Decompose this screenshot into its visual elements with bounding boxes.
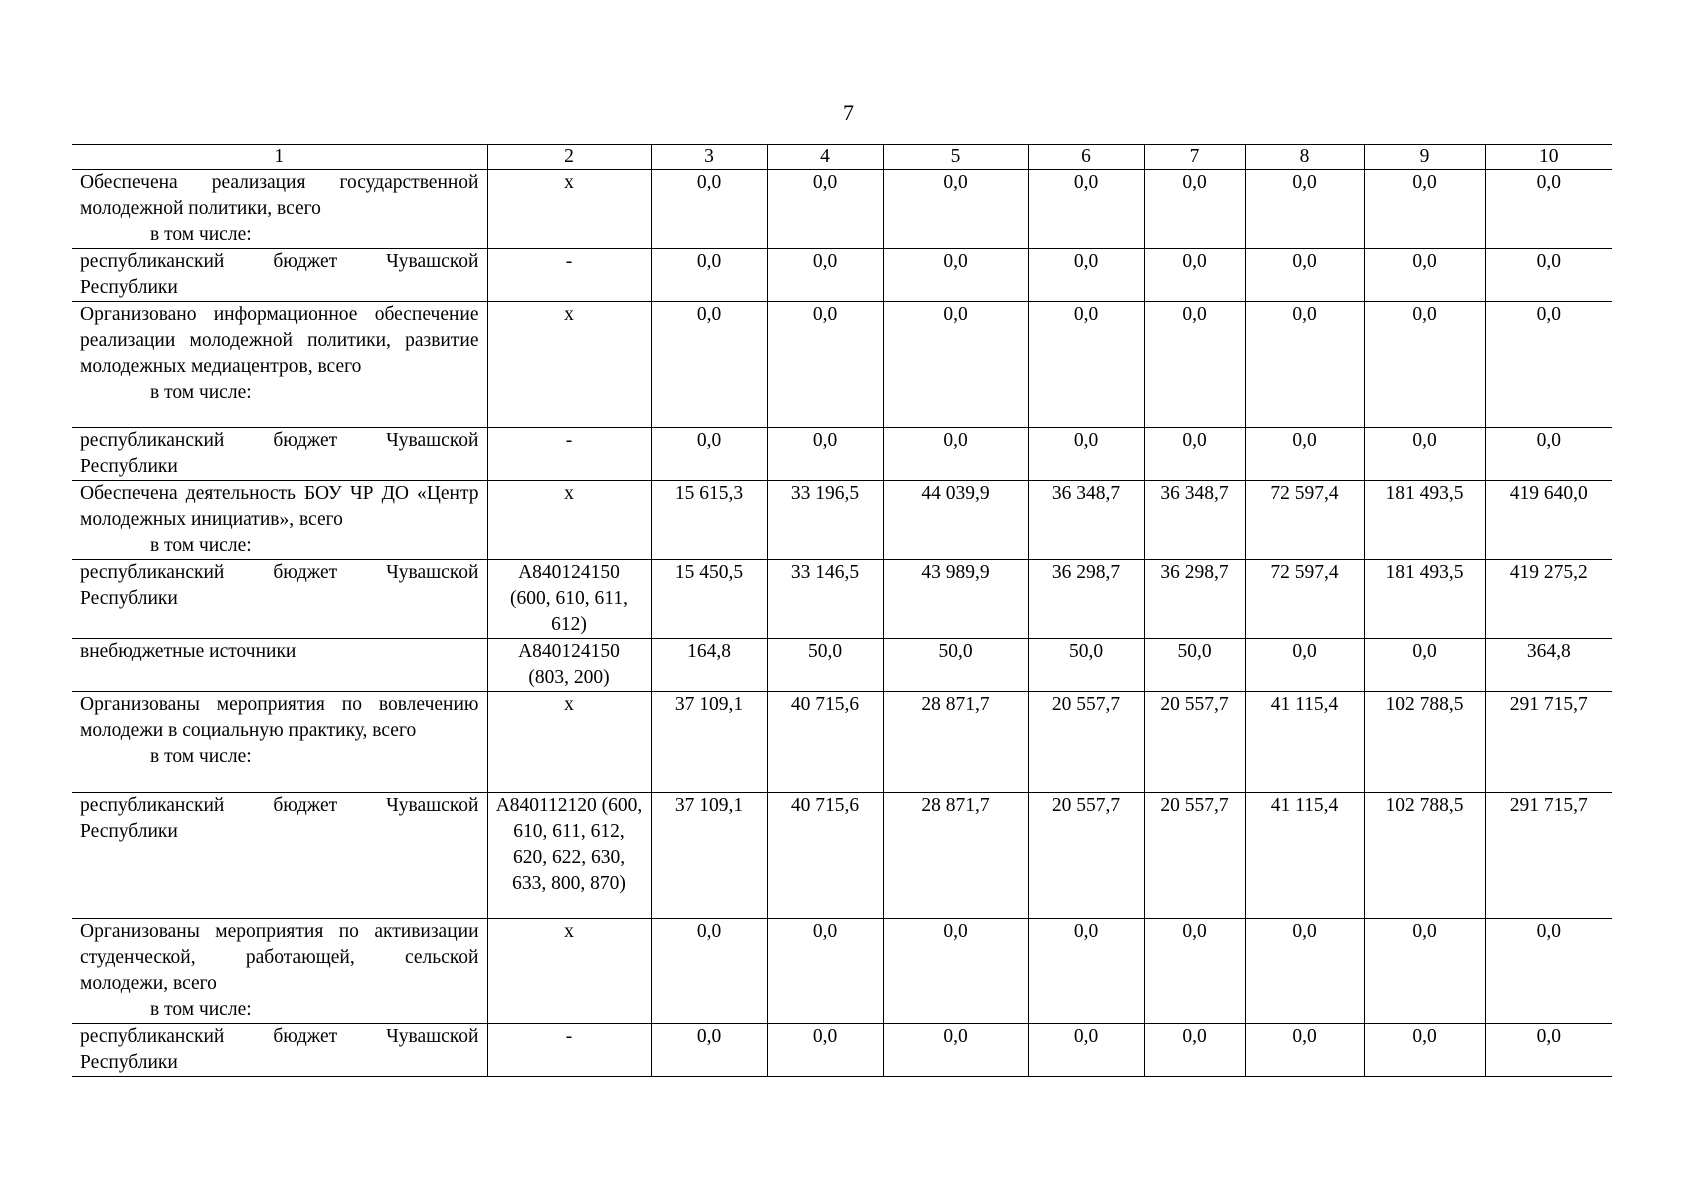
value-cell: 0,0	[1144, 249, 1245, 302]
value-cell: 0,0	[1364, 639, 1485, 692]
value-cell: 0,0	[1245, 302, 1364, 428]
value-cell: 0,0	[767, 249, 883, 302]
value-cell: 291 715,7	[1485, 793, 1612, 919]
table-row	[72, 1024, 1612, 1077]
value-cell: 0,0	[1245, 428, 1364, 481]
value-cell: 0,0	[883, 919, 1028, 1024]
row-subtitle: в том числе:	[150, 746, 252, 767]
row-name: республиканский бюджет Чувашской Республики	[80, 251, 479, 298]
value-cell: 0,0	[767, 170, 883, 249]
row-name: внебюджетные источники	[80, 641, 297, 662]
column-header: 9	[1364, 145, 1485, 170]
value-cell: 0,0	[1245, 639, 1364, 692]
value-cell: 33 146,5	[767, 560, 883, 639]
column-header: 5	[883, 145, 1028, 170]
value-cell: 0,0	[651, 1024, 767, 1077]
value-cell: 20 557,7	[1028, 793, 1144, 919]
budget-code-cell: х	[487, 692, 651, 793]
row-name: республиканский бюджет Чувашской Республики	[80, 1026, 479, 1073]
value-cell: 41 115,4	[1245, 793, 1364, 919]
table-header-row	[72, 145, 1612, 170]
value-cell: 41 115,4	[1245, 692, 1364, 793]
value-cell: 0,0	[1364, 302, 1485, 428]
value-cell: 33 196,5	[767, 481, 883, 560]
row-name-cell	[72, 249, 487, 302]
value-cell: 50,0	[767, 639, 883, 692]
row-name-cell	[72, 692, 487, 793]
value-cell: 0,0	[651, 170, 767, 249]
value-cell: 291 715,7	[1485, 692, 1612, 793]
column-header: 1	[72, 145, 487, 170]
value-cell: 364,8	[1485, 639, 1612, 692]
value-cell: 0,0	[1485, 302, 1612, 428]
value-cell: 36 298,7	[1144, 560, 1245, 639]
value-cell: 419 640,0	[1485, 481, 1612, 560]
row-subtitle: в том числе:	[150, 382, 252, 403]
value-cell: 0,0	[651, 302, 767, 428]
value-cell: 20 557,7	[1144, 793, 1245, 919]
value-cell: 0,0	[1028, 428, 1144, 481]
budget-code-cell: А840124150 (600, 610, 611, 612)	[487, 560, 651, 639]
row-name-cell	[72, 302, 487, 428]
value-cell: 0,0	[1028, 919, 1144, 1024]
value-cell: 40 715,6	[767, 692, 883, 793]
value-cell: 50,0	[883, 639, 1028, 692]
value-cell: 102 788,5	[1364, 793, 1485, 919]
column-header: 7	[1144, 145, 1245, 170]
value-cell: 40 715,6	[767, 793, 883, 919]
value-cell: 0,0	[883, 302, 1028, 428]
column-header: 6	[1028, 145, 1144, 170]
value-cell: 28 871,7	[883, 692, 1028, 793]
budget-code-cell: х	[487, 919, 651, 1024]
column-header: 8	[1245, 145, 1364, 170]
value-cell: 15 615,3	[651, 481, 767, 560]
value-cell: 102 788,5	[1364, 692, 1485, 793]
value-cell: 0,0	[651, 249, 767, 302]
row-name-cell	[72, 481, 487, 560]
value-cell: 181 493,5	[1364, 481, 1485, 560]
budget-code-cell: А840112120 (600, 610, 611, 612, 620, 622, 630, 633, 800, 870)	[487, 793, 651, 919]
budget-code-cell: -	[487, 249, 651, 302]
value-cell: 419 275,2	[1485, 560, 1612, 639]
value-cell: 28 871,7	[883, 793, 1028, 919]
value-cell: 0,0	[1144, 1024, 1245, 1077]
value-cell: 0,0	[1364, 170, 1485, 249]
row-subtitle: в том числе:	[150, 999, 252, 1020]
row-name: Организованы мероприятия по активизации студенческой, работающей, сельской молодежи, всего	[80, 921, 479, 994]
row-name: республиканский бюджет Чувашской Республики	[80, 795, 479, 842]
budget-code-cell: -	[487, 1024, 651, 1077]
value-cell: 0,0	[1364, 249, 1485, 302]
row-name: республиканский бюджет Чувашской Республики	[80, 562, 479, 609]
column-header: 2	[487, 145, 651, 170]
value-cell: 0,0	[1485, 249, 1612, 302]
value-cell: 0,0	[1144, 919, 1245, 1024]
value-cell: 181 493,5	[1364, 560, 1485, 639]
value-cell: 0,0	[1245, 1024, 1364, 1077]
value-cell: 0,0	[1028, 302, 1144, 428]
row-subtitle: в том числе:	[150, 224, 252, 245]
row-name: Обеспечена реализация государственной молодежной политики, всего	[80, 172, 479, 219]
row-name-cell	[72, 793, 487, 919]
value-cell: 0,0	[651, 428, 767, 481]
table-row	[72, 170, 1612, 249]
row-subtitle: в том числе:	[150, 535, 252, 556]
row-name: Организованы мероприятия по вовлечению молодежи в социальную практику, всего	[80, 694, 479, 741]
table-row	[72, 639, 1612, 692]
value-cell: 15 450,5	[651, 560, 767, 639]
page-number: 7	[843, 100, 854, 125]
column-header: 10	[1485, 145, 1612, 170]
row-name: республиканский бюджет Чувашской Республики	[80, 430, 479, 477]
value-cell: 37 109,1	[651, 793, 767, 919]
value-cell: 0,0	[1144, 428, 1245, 481]
value-cell: 43 989,9	[883, 560, 1028, 639]
value-cell: 0,0	[1364, 919, 1485, 1024]
value-cell: 0,0	[1028, 170, 1144, 249]
value-cell: 0,0	[1485, 919, 1612, 1024]
column-header: 4	[767, 145, 883, 170]
value-cell: 0,0	[1245, 919, 1364, 1024]
value-cell: 0,0	[883, 1024, 1028, 1077]
value-cell: 36 298,7	[1028, 560, 1144, 639]
value-cell: 0,0	[1245, 249, 1364, 302]
value-cell: 0,0	[1364, 1024, 1485, 1077]
value-cell: 0,0	[767, 302, 883, 428]
row-name: Организовано информационное обеспечение реализации молодежной политики, развитие молодежных медиацентров, всего	[80, 304, 479, 377]
value-cell: 36 348,7	[1144, 481, 1245, 560]
value-cell: 37 109,1	[651, 692, 767, 793]
value-cell: 50,0	[1028, 639, 1144, 692]
budget-code-cell: х	[487, 302, 651, 428]
column-header: 3	[651, 145, 767, 170]
value-cell: 0,0	[1028, 1024, 1144, 1077]
table-row	[72, 302, 1612, 428]
table-row	[72, 481, 1612, 560]
row-name-cell	[72, 560, 487, 639]
table-row	[72, 692, 1612, 793]
table-row	[72, 560, 1612, 639]
value-cell: 0,0	[1485, 1024, 1612, 1077]
table-row	[72, 249, 1612, 302]
value-cell: 72 597,4	[1245, 560, 1364, 639]
value-cell: 36 348,7	[1028, 481, 1144, 560]
value-cell: 20 557,7	[1144, 692, 1245, 793]
value-cell: 0,0	[767, 1024, 883, 1077]
value-cell: 0,0	[767, 919, 883, 1024]
budget-code-cell: А840124150 (803, 200)	[487, 639, 651, 692]
value-cell: 0,0	[883, 428, 1028, 481]
value-cell: 0,0	[1245, 170, 1364, 249]
value-cell: 0,0	[883, 170, 1028, 249]
row-name-cell	[72, 170, 487, 249]
budget-code-cell: -	[487, 428, 651, 481]
value-cell: 20 557,7	[1028, 692, 1144, 793]
value-cell: 50,0	[1144, 639, 1245, 692]
value-cell: 0,0	[1028, 249, 1144, 302]
value-cell: 0,0	[1485, 170, 1612, 249]
row-name-cell	[72, 639, 487, 692]
value-cell: 72 597,4	[1245, 481, 1364, 560]
row-name-cell	[72, 428, 487, 481]
budget-code-cell: х	[487, 481, 651, 560]
value-cell: 0,0	[1144, 302, 1245, 428]
row-name-cell	[72, 919, 487, 1024]
table-row	[72, 428, 1612, 481]
value-cell: 0,0	[1144, 170, 1245, 249]
value-cell: 0,0	[651, 919, 767, 1024]
budget-table	[72, 144, 1612, 1077]
value-cell: 0,0	[767, 428, 883, 481]
value-cell: 0,0	[1364, 428, 1485, 481]
row-name: Обеспечена деятельность БОУ ЧР ДО «Центр молодежных инициатив», всего	[80, 483, 479, 530]
value-cell: 44 039,9	[883, 481, 1028, 560]
value-cell: 164,8	[651, 639, 767, 692]
table-row	[72, 919, 1612, 1024]
row-name-cell	[72, 1024, 487, 1077]
budget-code-cell: х	[487, 170, 651, 249]
value-cell: 0,0	[883, 249, 1028, 302]
table-row	[72, 793, 1612, 919]
value-cell: 0,0	[1485, 428, 1612, 481]
